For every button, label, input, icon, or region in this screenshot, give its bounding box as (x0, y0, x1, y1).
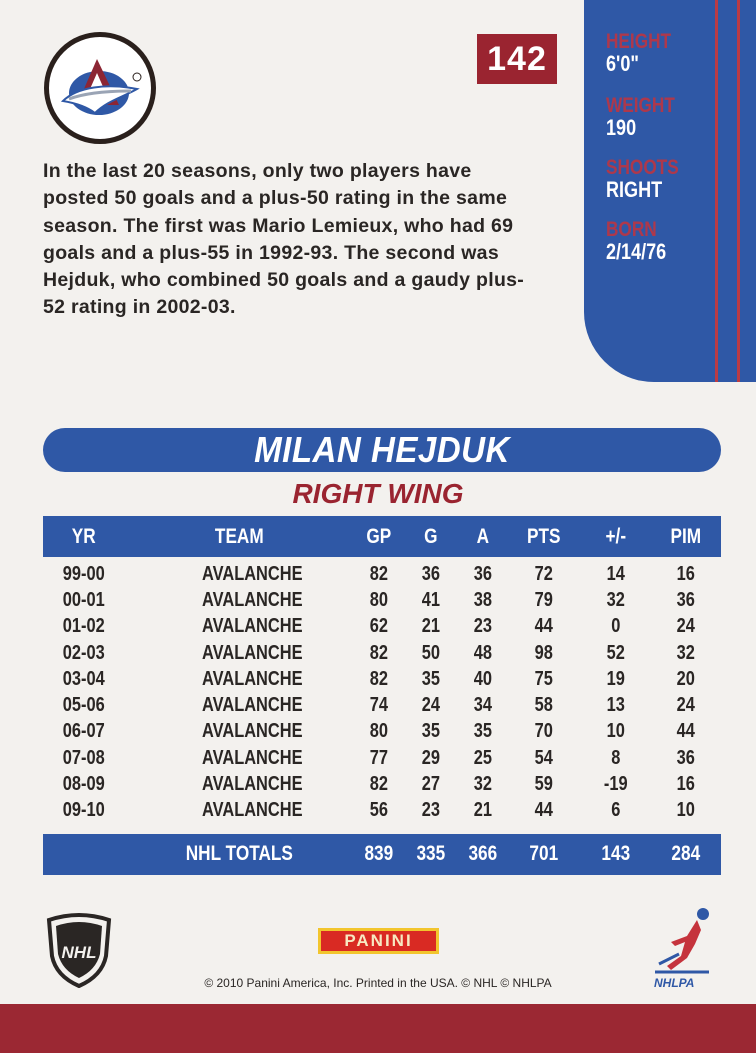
nhlpa-logo-text: NHLPA (654, 976, 695, 990)
stats-cell: 23 (421, 799, 441, 822)
stats-cell: AVALANCHE (202, 667, 304, 690)
stats-cell: 99-00 (62, 562, 105, 585)
stats-cell: 36 (677, 588, 696, 611)
vital-value: 6'0" (606, 51, 639, 76)
stats-cell: 29 (421, 746, 441, 769)
stats-cell: 40 (473, 667, 492, 690)
stats-cell: 82 (370, 641, 389, 664)
stats-cell: AVALANCHE (202, 615, 304, 638)
stats-row (43, 587, 721, 613)
nhl-logo-text: NHL (61, 943, 97, 962)
stats-cell: 48 (473, 641, 492, 664)
stats-cell: 02-03 (62, 641, 105, 664)
stats-cell: AVALANCHE (202, 799, 304, 822)
stats-cell: 09-10 (62, 799, 105, 822)
stats-cell: 34 (473, 694, 492, 717)
stats-cell: 36 (677, 746, 696, 769)
stats-cell: 70 (535, 720, 554, 743)
totals-cell: 284 (671, 842, 701, 866)
vital-value: 2/14/76 (606, 239, 667, 264)
stats-cell: 01-02 (62, 615, 105, 638)
stats-row (43, 666, 721, 692)
stats-cell: 75 (535, 667, 554, 690)
stats-cell: 38 (473, 588, 492, 611)
vital-height (606, 30, 685, 77)
stats-cell: 82 (370, 562, 389, 585)
player-blurb: In the last 20 seasons, only two players have posted 50 goals and a plus-50 rating in the same season. The first was Mario Lemieux, who had 69 goals and a plus-55 in 1992-93. The second was Hejduk, who combined 50 goals and a gaudy plus-52 rating in 2002-03. (43, 160, 525, 319)
stats-cell: 10 (606, 720, 625, 743)
stats-cell: 03-04 (62, 667, 105, 690)
stats-cell: 35 (421, 667, 441, 690)
stats-cell: 8 (611, 746, 621, 769)
stats-cell: 62 (370, 615, 389, 638)
nhlpa-skater-icon (651, 906, 715, 981)
stats-cell: 56 (370, 799, 389, 822)
stats-cell: 50 (421, 641, 441, 664)
player-name: MILAN HEJDUK (254, 429, 510, 470)
vital-born (606, 218, 679, 265)
stats-cell: 16 (677, 773, 696, 796)
stats-cell: 07-08 (62, 746, 105, 769)
stats-cell: 74 (370, 694, 389, 717)
stats-cell: 08-09 (62, 773, 105, 796)
stats-cell: 82 (370, 773, 389, 796)
stats-cell: 72 (535, 562, 554, 585)
stats-cell: 35 (421, 720, 441, 743)
totals-cell: NHL TOTALS (185, 842, 293, 866)
stats-cell: 79 (535, 588, 554, 611)
player-name-bar (43, 428, 721, 472)
header-cell: YR (71, 524, 96, 548)
stats-cell: 24 (421, 694, 441, 717)
stats-cell: AVALANCHE (202, 720, 304, 743)
copyright-line: © 2010 Panini America, Inc. Printed in the USA. © NHL © NHLPA (204, 976, 552, 990)
header-cell: +/- (605, 524, 626, 548)
vital-label: WEIGHT (606, 94, 675, 117)
bottom-border (0, 1004, 756, 1053)
stats-header-row (43, 516, 721, 557)
stats-cell: 23 (473, 615, 492, 638)
stats-cell: 21 (421, 615, 441, 638)
stats-cell: 80 (370, 720, 389, 743)
header-cell: GP (366, 524, 392, 548)
totals-cell: 701 (529, 842, 559, 866)
stats-cell: 32 (473, 773, 492, 796)
stats-cell: 44 (535, 799, 554, 822)
stats-row (43, 614, 721, 640)
stats-cell: 44 (535, 615, 554, 638)
totals-cell: 335 (416, 842, 446, 866)
player-vitals-panel (584, 0, 756, 382)
stats-cell: 20 (677, 667, 696, 690)
stats-cell: 27 (421, 773, 441, 796)
panel-stripe (737, 0, 740, 382)
stats-cell: -19 (603, 773, 628, 796)
totals-cell: 839 (364, 842, 394, 866)
stats-cell: AVALANCHE (202, 773, 304, 796)
header-cell: PTS (527, 524, 561, 548)
stats-cell: 58 (535, 694, 554, 717)
stats-cell: 59 (535, 773, 554, 796)
vital-value: 190 (606, 115, 637, 140)
stats-cell: 05-06 (62, 694, 105, 717)
stats-cell: 80 (370, 588, 389, 611)
vital-label: HEIGHT (606, 30, 672, 53)
stats-row (43, 798, 721, 824)
header-cell: A (476, 524, 489, 548)
stats-cell: 14 (606, 562, 625, 585)
stats-cell: 25 (473, 746, 492, 769)
stats-row (43, 771, 721, 797)
stats-cell: 00-01 (62, 588, 105, 611)
stats-cell: 21 (473, 799, 492, 822)
stats-cell: AVALANCHE (202, 641, 304, 664)
stats-cell: 19 (606, 667, 625, 690)
stats-cell: 98 (535, 641, 554, 664)
stats-cell: 82 (370, 667, 389, 690)
stats-cell: 52 (606, 641, 625, 664)
stats-cell: 16 (677, 562, 696, 585)
player-position: RIGHT WING (292, 478, 464, 509)
stats-cell: 0 (611, 615, 621, 638)
stats-body (43, 557, 721, 824)
stats-cell: 10 (677, 799, 696, 822)
stats-row (43, 692, 721, 718)
stats-cell: 36 (473, 562, 492, 585)
vital-value: RIGHT (606, 177, 663, 202)
stats-cell: 24 (677, 615, 696, 638)
stats-cell: 35 (473, 720, 492, 743)
card-number: 142 (477, 34, 557, 84)
vital-weight (606, 94, 690, 141)
stats-cell: 44 (677, 720, 696, 743)
stats-row (43, 561, 721, 587)
panel-stripe (715, 0, 718, 382)
vital-label: SHOOTS (606, 156, 679, 179)
stats-cell: 36 (421, 562, 441, 585)
header-cell: G (424, 524, 438, 548)
stats-table (43, 516, 721, 875)
avalanche-logo-icon (44, 32, 156, 144)
vital-shoots (606, 156, 695, 203)
stats-cell: 32 (677, 641, 696, 664)
totals-cell: 143 (601, 842, 630, 866)
totals-cell: 366 (468, 842, 497, 866)
stats-cell: AVALANCHE (202, 746, 304, 769)
panini-logo: PANINI (318, 928, 439, 954)
stats-cell: 41 (421, 588, 441, 611)
stats-row (43, 719, 721, 745)
stats-cell: 06-07 (62, 720, 105, 743)
stats-row (43, 640, 721, 666)
stats-cell: 6 (611, 799, 621, 822)
vital-label: BORN (606, 218, 657, 241)
header-cell: TEAM (214, 524, 264, 548)
stats-cell: 24 (677, 694, 696, 717)
stats-cell: AVALANCHE (202, 562, 304, 585)
stats-cell: 13 (606, 694, 625, 717)
stats-cell: AVALANCHE (202, 694, 304, 717)
header-cell: PIM (670, 524, 702, 548)
stats-cell: 32 (606, 588, 625, 611)
stats-row (43, 745, 721, 771)
stats-totals-row (43, 834, 721, 875)
stats-cell: 77 (370, 746, 389, 769)
stats-cell: AVALANCHE (202, 588, 304, 611)
stats-cell: 54 (535, 746, 554, 769)
